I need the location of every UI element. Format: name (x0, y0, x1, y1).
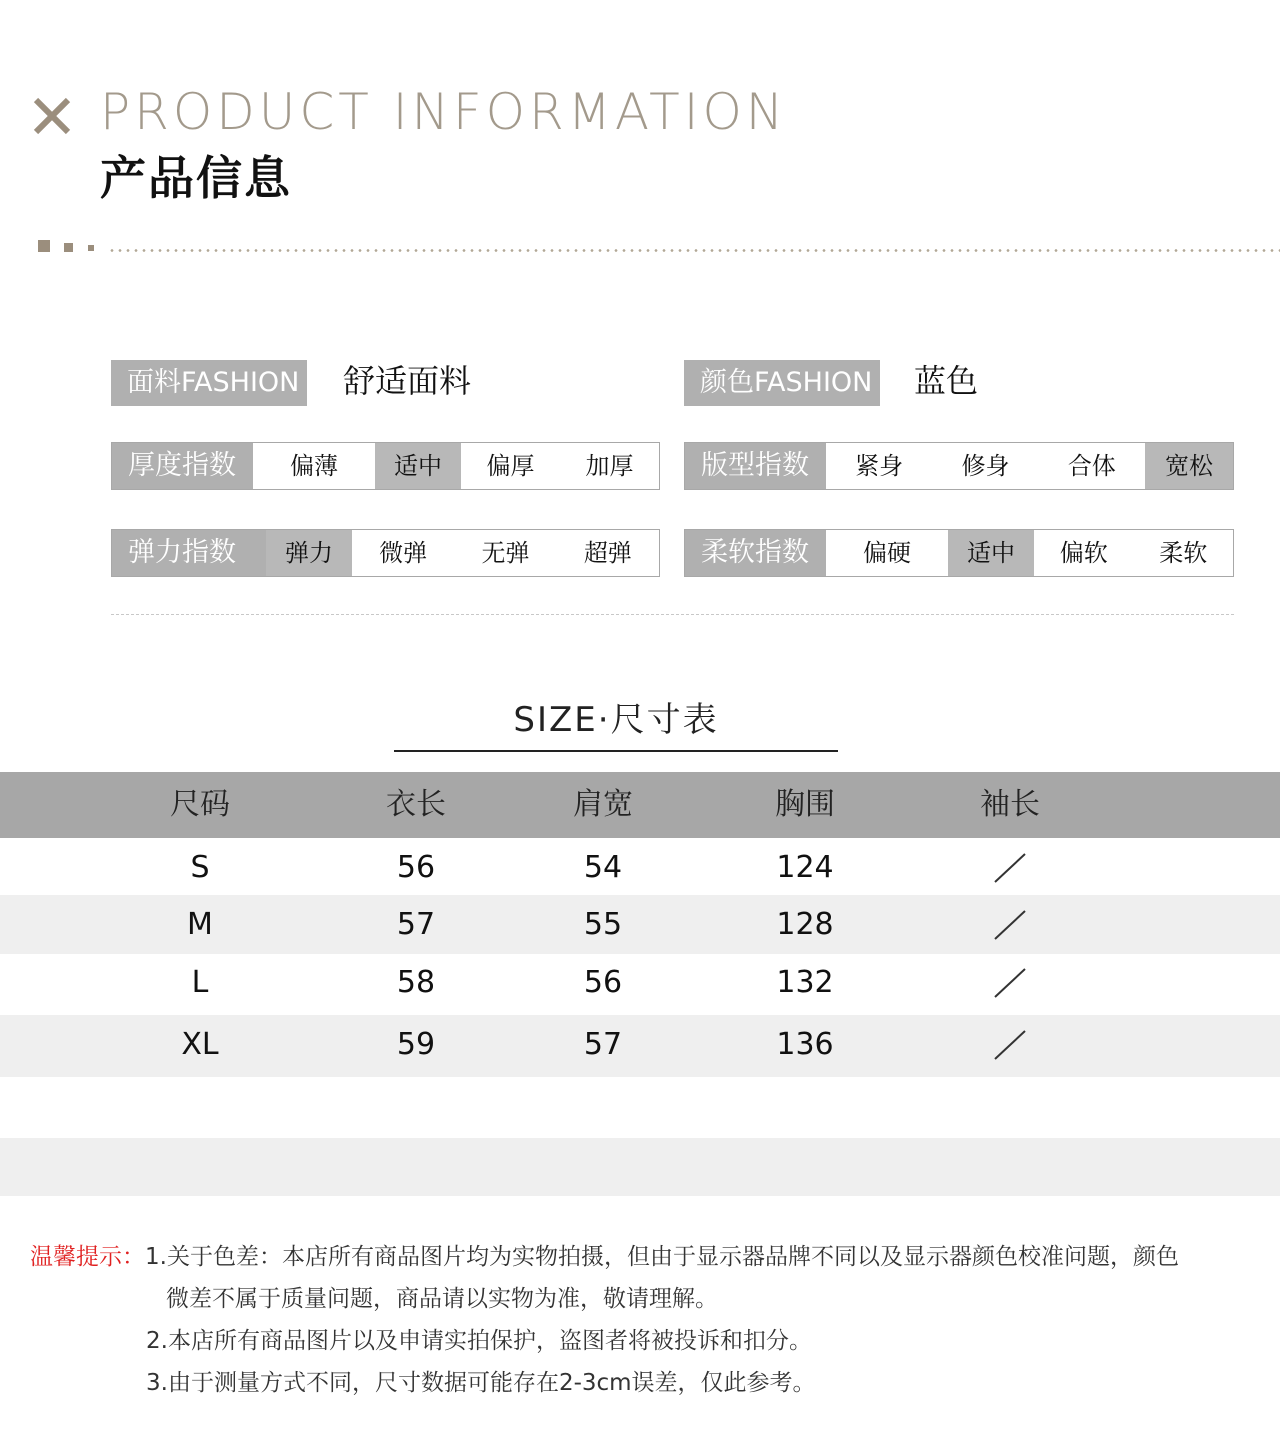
cell-shoulder: 56 (583, 965, 623, 1000)
thickness-option: 偏厚 (486, 452, 535, 480)
fabric-label: 面料FASHION (111, 360, 307, 406)
softness-option-selected: 适中 (948, 530, 1034, 576)
note-1-continued: 微差不属于质量问题，商品请以实物为准，敬请理解。 (166, 1286, 718, 1312)
cell-size: XL (181, 1027, 219, 1062)
table-row (0, 838, 1280, 897)
color-label: 颜色FASHION (684, 360, 880, 406)
cell-length: 56 (396, 850, 436, 885)
thickness-scale (111, 442, 660, 490)
fit-option: 修身 (961, 452, 1010, 480)
elasticity-scale (111, 529, 660, 577)
cell-size: M (187, 907, 213, 942)
decorative-dotted-divider (38, 240, 1280, 254)
thickness-option: 加厚 (585, 452, 634, 480)
elasticity-option: 微弹 (379, 539, 428, 567)
table-row (0, 895, 1280, 954)
slash-icon (993, 852, 1027, 884)
size-table-header (0, 772, 1280, 838)
chinese-title: 产品信息 (100, 151, 292, 205)
section-divider (111, 614, 1234, 615)
elasticity-option: 超弹 (583, 539, 632, 567)
cell-shoulder: 54 (583, 850, 623, 885)
fit-option: 合体 (1067, 452, 1116, 480)
slash-icon (993, 909, 1027, 941)
cell-shoulder: 55 (583, 907, 623, 942)
slash-icon (993, 967, 1027, 999)
slash-icon (993, 1029, 1027, 1061)
header-length: 衣长 (386, 787, 446, 822)
softness-scale-label: 柔软指数 (685, 530, 826, 576)
table-row-empty (0, 1138, 1280, 1196)
english-title: PRODUCT INFORMATION (100, 83, 788, 141)
table-row (0, 953, 1280, 1012)
close-x-icon (32, 96, 72, 136)
fabric-value: 舒适面料 (343, 362, 472, 400)
cell-chest: 128 (776, 907, 834, 942)
fit-option: 紧身 (855, 452, 904, 480)
elasticity-option-selected: 弹力 (266, 530, 352, 576)
cell-shoulder: 57 (583, 1027, 623, 1062)
cell-chest: 136 (776, 1027, 834, 1062)
size-table-title: SIZE·尺寸表 (513, 700, 719, 740)
header-shoulder: 肩宽 (573, 787, 633, 822)
fit-scale (684, 442, 1234, 490)
header-chest: 胸围 (775, 787, 835, 822)
thickness-option: 偏薄 (290, 452, 338, 480)
header-size: 尺码 (170, 787, 230, 822)
cell-length: 58 (396, 965, 436, 1000)
cell-chest: 132 (776, 965, 834, 1000)
cell-size: S (190, 850, 210, 885)
notes-prefix: 温馨提示： (30, 1244, 145, 1270)
note-1: 1.关于色差：本店所有商品图片均为实物拍摄，但由于显示器品牌不同以及显示器颜色校准问题，颜色 (145, 1244, 1179, 1270)
note-2: 2.本店所有商品图片以及申请实拍保护，盗图者将被投诉和扣分。 (146, 1328, 812, 1354)
fit-scale-label: 版型指数 (685, 443, 826, 489)
cell-length: 57 (396, 907, 436, 942)
elasticity-option: 无弹 (481, 539, 530, 567)
table-row-empty (0, 1077, 1280, 1138)
softness-option: 偏硬 (863, 539, 911, 567)
softness-option: 柔软 (1159, 539, 1208, 567)
size-title-underline (394, 750, 838, 752)
softness-scale (684, 529, 1234, 577)
fit-option-selected: 宽松 (1145, 443, 1233, 489)
cell-chest: 124 (776, 850, 834, 885)
softness-option: 偏软 (1059, 539, 1108, 567)
cell-size: L (191, 965, 209, 1000)
elasticity-scale-label: 弹力指数 (112, 530, 266, 576)
thickness-scale-label: 厚度指数 (112, 443, 253, 489)
color-value: 蓝色 (914, 362, 979, 400)
thickness-option-selected: 适中 (375, 443, 461, 489)
cell-length: 59 (396, 1027, 436, 1062)
table-row (0, 1015, 1280, 1077)
header-sleeve: 袖长 (980, 787, 1040, 822)
note-3: 3.由于测量方式不同，尺寸数据可能存在2-3cm误差，仅此参考。 (146, 1370, 816, 1396)
